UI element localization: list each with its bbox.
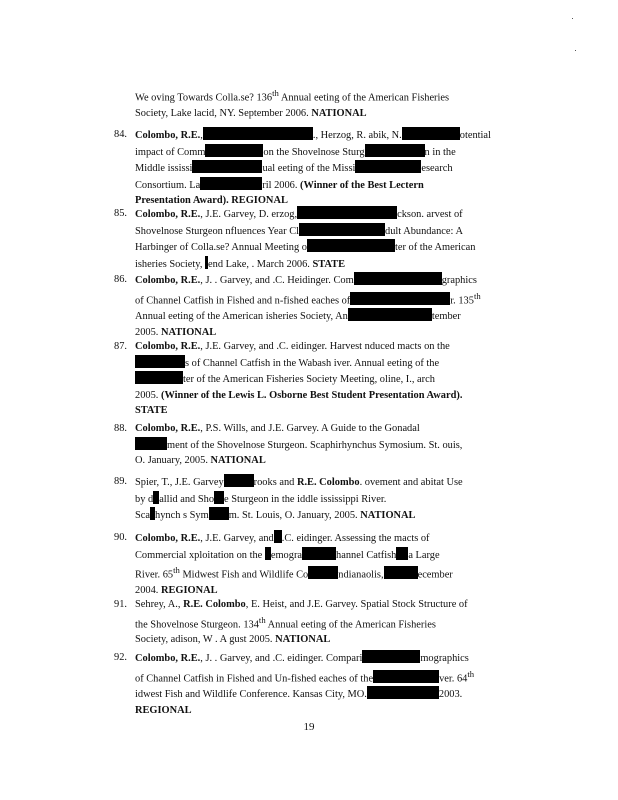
reference-entry-87: 87. Colombo, R.E., J.E. Garvey, and .C. eidinger. Harvest nduced macts on the s of Channel Catfish in the Wabash iver. Annual eeting of the ter of the American Fisheries Society Meeting, oline, I., arch 2005. (Winner of the Lewis L. Osborne Best Student Presentation Award). STATE — [114, 341, 463, 416]
redaction-box — [297, 206, 397, 219]
redaction-box — [214, 491, 224, 504]
entry-number: 91. — [114, 599, 127, 610]
redaction-box — [192, 160, 262, 173]
redaction-box — [135, 355, 185, 368]
redaction-box — [203, 127, 313, 140]
redaction-box — [373, 670, 439, 683]
reference-entry-84: 84. Colombo, R.E., ., Herzog, R. abik, N. otential impact of Comm on the Shovelnose Sturg n in the Middle ississi ual eeting of the Missi esearch Consortium. La ril 2006. (Winner of the Best Lectern Presentation Award). REGIONAL — [114, 129, 491, 206]
redaction-box — [396, 547, 408, 560]
redaction-box — [354, 272, 442, 285]
scan-speck — [575, 50, 576, 51]
reference-entry-90: 90. Colombo, R.E., J.E. Garvey, and .C. eidinger. Assessing the macts of Commercial xploitation on the emogra hannel Catfish a Large River. 65th Midwest Fish and Wildlife Co ndianaolis, ecember 2004. REGIONAL — [114, 532, 453, 596]
redaction-box — [299, 223, 385, 236]
redaction-box — [205, 144, 263, 157]
entry-number: 87. — [114, 341, 127, 352]
scan-speck — [572, 18, 573, 19]
redaction-box — [348, 308, 432, 321]
entry-number: 89. — [114, 476, 127, 487]
entry-number: 90. — [114, 532, 127, 543]
entry-number: 86. — [114, 274, 127, 285]
redaction-box — [200, 177, 262, 190]
redaction-box — [365, 144, 425, 157]
text-line: We oving Towards Colla.se? 136th Annual eeting of the American Fisheries — [135, 88, 450, 104]
redaction-box — [384, 566, 418, 579]
entry-83-continuation — [135, 86, 527, 121]
redaction-box — [274, 530, 282, 543]
redaction-box — [355, 160, 421, 173]
reference-entry-88: 88. Colombo, R.E., P.S. Wills, and J.E. Garvey. A Guide to the Gonadal ment of the Shovelnose Sturgeon. Scaphirhynchus Symosium. St. ouis, O. January, 2005. NATIONAL — [114, 423, 463, 466]
reference-entry-89: 89. Spier, T., J.E. Garvey rooks and R.E. Colombo. ovement and abitat Use by d allid and Sho e Sturgeon in the iddle ississippi River. Sca hynch s Sym m. St. Louis, O. January, 2005. NATIONAL — [114, 476, 463, 521]
redaction-box — [224, 474, 254, 487]
redaction-box — [209, 507, 229, 520]
reference-entry-85: 85. Colombo, R.E., J.E. Garvey, D. erzog, ckson. arvest of Shovelnose Sturgeon nfluences Year Cl dult Abundance: A Harbinger of Colla.se? Annual Meeting o ter of the American isheries Society, end Lake, . March 2006. STATE — [114, 208, 476, 270]
redaction-box — [308, 566, 338, 579]
redaction-box — [302, 547, 336, 560]
redaction-box — [135, 371, 183, 384]
entry-number: 85. — [114, 208, 127, 219]
redaction-box — [135, 437, 167, 450]
redaction-box — [362, 650, 420, 663]
redaction-box — [307, 239, 395, 252]
redaction-box — [350, 292, 450, 305]
redaction-box — [367, 686, 439, 699]
reference-entry-92: 92. Colombo, R.E., J. . Garvey, and .C. eidinger. Compari mographics of Channel Catfish in Fished and Un-fished eaches of the ver. 64th idwest Fish and Wildlife Conference. Kansas City, MO. 2003. REGIONAL — [114, 652, 475, 716]
redaction-box — [402, 127, 460, 140]
entry-number: 88. — [114, 423, 127, 434]
page-number: 19 — [303, 721, 315, 733]
reference-entry-91: 91. Sehrey, A., R.E. Colombo, E. Heist, and J.E. Garvey. Spatial Stock Structure of the Shovelnose Sturgeon. 134th Annual eeting of the American Fisheries Society, adison, W . A gust 2005. NATIONAL — [114, 599, 468, 646]
reference-entry-86: 86. Colombo, R.E., J. . Garvey, and .C. Heidinger. Com graphics of Channel Catfish in Fished and n-fished eaches of r. 135th Annual eeting of the American isheries Society, An tember 2005. NATIONAL — [114, 274, 481, 338]
text-line: Society, Lake lacid, NY. September 2006. NATIONAL — [135, 107, 367, 119]
entry-number: 84. — [114, 129, 127, 140]
entry-number: 92. — [114, 652, 127, 663]
